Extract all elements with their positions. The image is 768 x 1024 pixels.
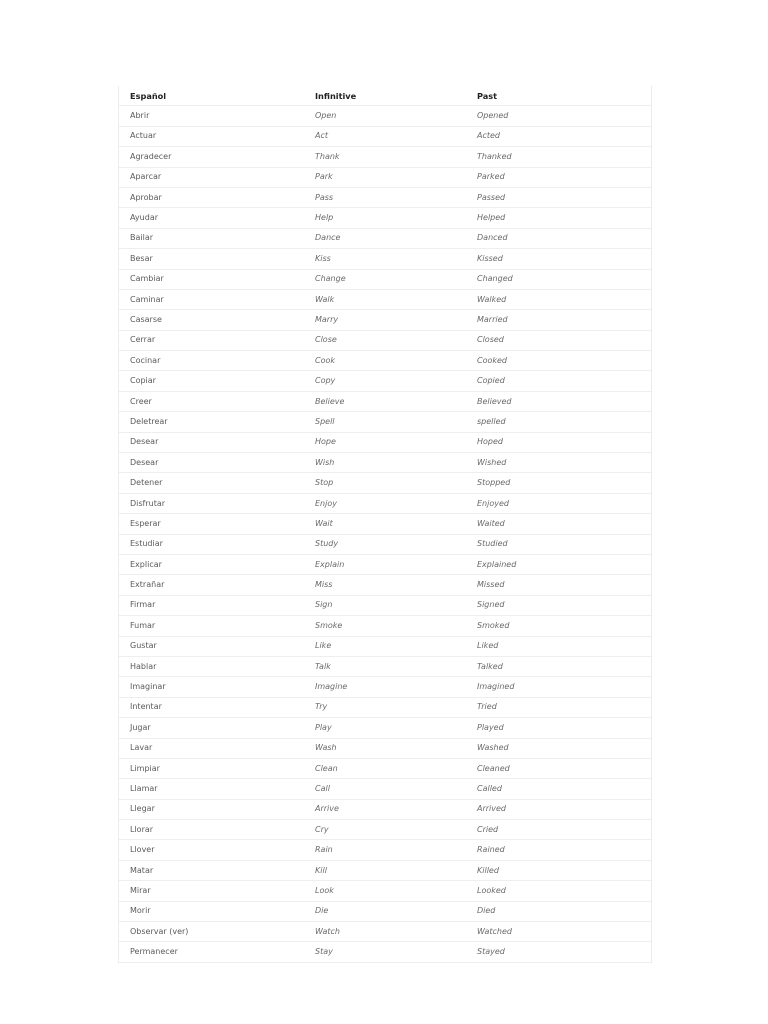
verb-table: [119, 86, 651, 963]
cell-past: Believed: [466, 391, 651, 411]
cell-spanish: Agradecer: [119, 147, 304, 167]
cell-past: Smoked: [466, 616, 651, 636]
cell-infinitive: Close: [304, 330, 466, 350]
cell-infinitive: Help: [304, 208, 466, 228]
cell-infinitive: Try: [304, 697, 466, 717]
cell-spanish: Desear: [119, 453, 304, 473]
table-row: [119, 187, 651, 207]
cell-spanish: Disfrutar: [119, 493, 304, 513]
cell-infinitive: Stop: [304, 473, 466, 493]
cell-spanish: Creer: [119, 391, 304, 411]
table-row: [119, 840, 651, 860]
table-row: [119, 493, 651, 513]
header-row: [119, 86, 651, 106]
table-row: [119, 881, 651, 901]
cell-infinitive: Look: [304, 881, 466, 901]
table-row: [119, 453, 651, 473]
cell-past: Walked: [466, 289, 651, 309]
cell-infinitive: Die: [304, 901, 466, 921]
cell-infinitive: Arrive: [304, 799, 466, 819]
cell-infinitive: Call: [304, 779, 466, 799]
cell-past: Rained: [466, 840, 651, 860]
cell-past: Hoped: [466, 432, 651, 452]
cell-infinitive: Explain: [304, 554, 466, 574]
cell-past: Passed: [466, 187, 651, 207]
cell-past: Kissed: [466, 249, 651, 269]
table-row: [119, 228, 651, 248]
cell-infinitive: Talk: [304, 656, 466, 676]
table-body: [119, 106, 651, 962]
table-row: [119, 473, 651, 493]
cell-infinitive: Change: [304, 269, 466, 289]
table-row: [119, 534, 651, 554]
table-header: [119, 86, 651, 106]
cell-infinitive: Like: [304, 636, 466, 656]
cell-past: Married: [466, 310, 651, 330]
cell-infinitive: Walk: [304, 289, 466, 309]
cell-past: Looked: [466, 881, 651, 901]
cell-infinitive: Study: [304, 534, 466, 554]
cell-infinitive: Open: [304, 106, 466, 126]
cell-past: Talked: [466, 656, 651, 676]
cell-infinitive: Imagine: [304, 677, 466, 697]
cell-infinitive: Act: [304, 126, 466, 146]
cell-spanish: Jugar: [119, 718, 304, 738]
cell-spanish: Intentar: [119, 697, 304, 717]
cell-past: Missed: [466, 575, 651, 595]
cell-spanish: Actuar: [119, 126, 304, 146]
cell-past: Cried: [466, 820, 651, 840]
cell-spanish: Estudiar: [119, 534, 304, 554]
table-row: [119, 412, 651, 432]
cell-spanish: Abrir: [119, 106, 304, 126]
cell-past: Parked: [466, 167, 651, 187]
cell-past: Killed: [466, 860, 651, 880]
table-row: [119, 208, 651, 228]
cell-spanish: Morir: [119, 901, 304, 921]
cell-spanish: Ayudar: [119, 208, 304, 228]
cell-past: Acted: [466, 126, 651, 146]
cell-infinitive: Stay: [304, 942, 466, 962]
cell-past: Died: [466, 901, 651, 921]
table-row: [119, 799, 651, 819]
cell-past: Imagined: [466, 677, 651, 697]
cell-spanish: Bailar: [119, 228, 304, 248]
cell-spanish: Aparcar: [119, 167, 304, 187]
table-row: [119, 636, 651, 656]
cell-infinitive: Spell: [304, 412, 466, 432]
table-row: [119, 106, 651, 126]
cell-infinitive: Park: [304, 167, 466, 187]
cell-infinitive: Sign: [304, 595, 466, 615]
table-row: [119, 718, 651, 738]
verb-table-container: [118, 86, 652, 963]
cell-past: Watched: [466, 922, 651, 942]
cell-spanish: Desear: [119, 432, 304, 452]
cell-infinitive: Wash: [304, 738, 466, 758]
cell-past: Stayed: [466, 942, 651, 962]
cell-spanish: Caminar: [119, 289, 304, 309]
cell-infinitive: Cry: [304, 820, 466, 840]
cell-past: Cleaned: [466, 758, 651, 778]
cell-infinitive: Wish: [304, 453, 466, 473]
cell-past: Cooked: [466, 351, 651, 371]
cell-infinitive: Kill: [304, 860, 466, 880]
table-row: [119, 922, 651, 942]
table-row: [119, 677, 651, 697]
cell-past: Tried: [466, 697, 651, 717]
cell-past: Waited: [466, 514, 651, 534]
table-row: [119, 901, 651, 921]
table-row: [119, 697, 651, 717]
table-row: [119, 269, 651, 289]
cell-spanish: Esperar: [119, 514, 304, 534]
cell-spanish: Llamar: [119, 779, 304, 799]
cell-infinitive: Clean: [304, 758, 466, 778]
cell-spanish: Lavar: [119, 738, 304, 758]
cell-spanish: Aprobar: [119, 187, 304, 207]
cell-past: Explained: [466, 554, 651, 574]
table-row: [119, 554, 651, 574]
cell-spanish: Imaginar: [119, 677, 304, 697]
cell-infinitive: Pass: [304, 187, 466, 207]
table-row: [119, 351, 651, 371]
cell-infinitive: Miss: [304, 575, 466, 595]
cell-spanish: Firmar: [119, 595, 304, 615]
header-past: Past: [466, 86, 651, 106]
cell-infinitive: Smoke: [304, 616, 466, 636]
cell-infinitive: Marry: [304, 310, 466, 330]
table-row: [119, 860, 651, 880]
cell-infinitive: Enjoy: [304, 493, 466, 513]
cell-past: Danced: [466, 228, 651, 248]
cell-past: Played: [466, 718, 651, 738]
cell-spanish: Llover: [119, 840, 304, 860]
table-row: [119, 595, 651, 615]
table-row: [119, 514, 651, 534]
cell-spanish: Cambiar: [119, 269, 304, 289]
cell-infinitive: Believe: [304, 391, 466, 411]
cell-past: Changed: [466, 269, 651, 289]
cell-spanish: Extrañar: [119, 575, 304, 595]
table-row: [119, 942, 651, 962]
cell-spanish: Besar: [119, 249, 304, 269]
table-row: [119, 310, 651, 330]
cell-infinitive: Wait: [304, 514, 466, 534]
table-row: [119, 167, 651, 187]
cell-spanish: Explicar: [119, 554, 304, 574]
table-row: [119, 656, 651, 676]
cell-spanish: Casarse: [119, 310, 304, 330]
table-row: [119, 147, 651, 167]
cell-infinitive: Dance: [304, 228, 466, 248]
cell-past: Arrived: [466, 799, 651, 819]
cell-spanish: Hablar: [119, 656, 304, 676]
cell-past: Wished: [466, 453, 651, 473]
table-row: [119, 330, 651, 350]
table-row: [119, 432, 651, 452]
cell-spanish: Limpiar: [119, 758, 304, 778]
cell-past: Signed: [466, 595, 651, 615]
cell-past: Thanked: [466, 147, 651, 167]
cell-spanish: Mirar: [119, 881, 304, 901]
table-row: [119, 391, 651, 411]
table-row: [119, 575, 651, 595]
cell-past: spelled: [466, 412, 651, 432]
cell-infinitive: Hope: [304, 432, 466, 452]
cell-infinitive: Thank: [304, 147, 466, 167]
table-row: [119, 616, 651, 636]
table-row: [119, 820, 651, 840]
cell-past: Washed: [466, 738, 651, 758]
header-infinitive: Infinitive: [304, 86, 466, 106]
cell-past: Copied: [466, 371, 651, 391]
table-row: [119, 738, 651, 758]
cell-infinitive: Cook: [304, 351, 466, 371]
cell-past: Liked: [466, 636, 651, 656]
cell-spanish: Copiar: [119, 371, 304, 391]
cell-spanish: Deletrear: [119, 412, 304, 432]
cell-spanish: Llegar: [119, 799, 304, 819]
table-row: [119, 779, 651, 799]
table-row: [119, 289, 651, 309]
cell-past: Helped: [466, 208, 651, 228]
cell-past: Enjoyed: [466, 493, 651, 513]
cell-spanish: Permanecer: [119, 942, 304, 962]
cell-spanish: Fumar: [119, 616, 304, 636]
cell-infinitive: Kiss: [304, 249, 466, 269]
cell-spanish: Matar: [119, 860, 304, 880]
cell-infinitive: Watch: [304, 922, 466, 942]
cell-past: Closed: [466, 330, 651, 350]
cell-spanish: Gustar: [119, 636, 304, 656]
header-spanish: Español: [119, 86, 304, 106]
cell-past: Stopped: [466, 473, 651, 493]
cell-spanish: Llorar: [119, 820, 304, 840]
table-row: [119, 758, 651, 778]
cell-past: Opened: [466, 106, 651, 126]
cell-infinitive: Play: [304, 718, 466, 738]
cell-spanish: Observar (ver): [119, 922, 304, 942]
table-row: [119, 371, 651, 391]
cell-spanish: Cerrar: [119, 330, 304, 350]
table-row: [119, 249, 651, 269]
cell-past: Called: [466, 779, 651, 799]
cell-infinitive: Copy: [304, 371, 466, 391]
cell-infinitive: Rain: [304, 840, 466, 860]
cell-spanish: Cocinar: [119, 351, 304, 371]
cell-past: Studied: [466, 534, 651, 554]
table-row: [119, 126, 651, 146]
cell-spanish: Detener: [119, 473, 304, 493]
